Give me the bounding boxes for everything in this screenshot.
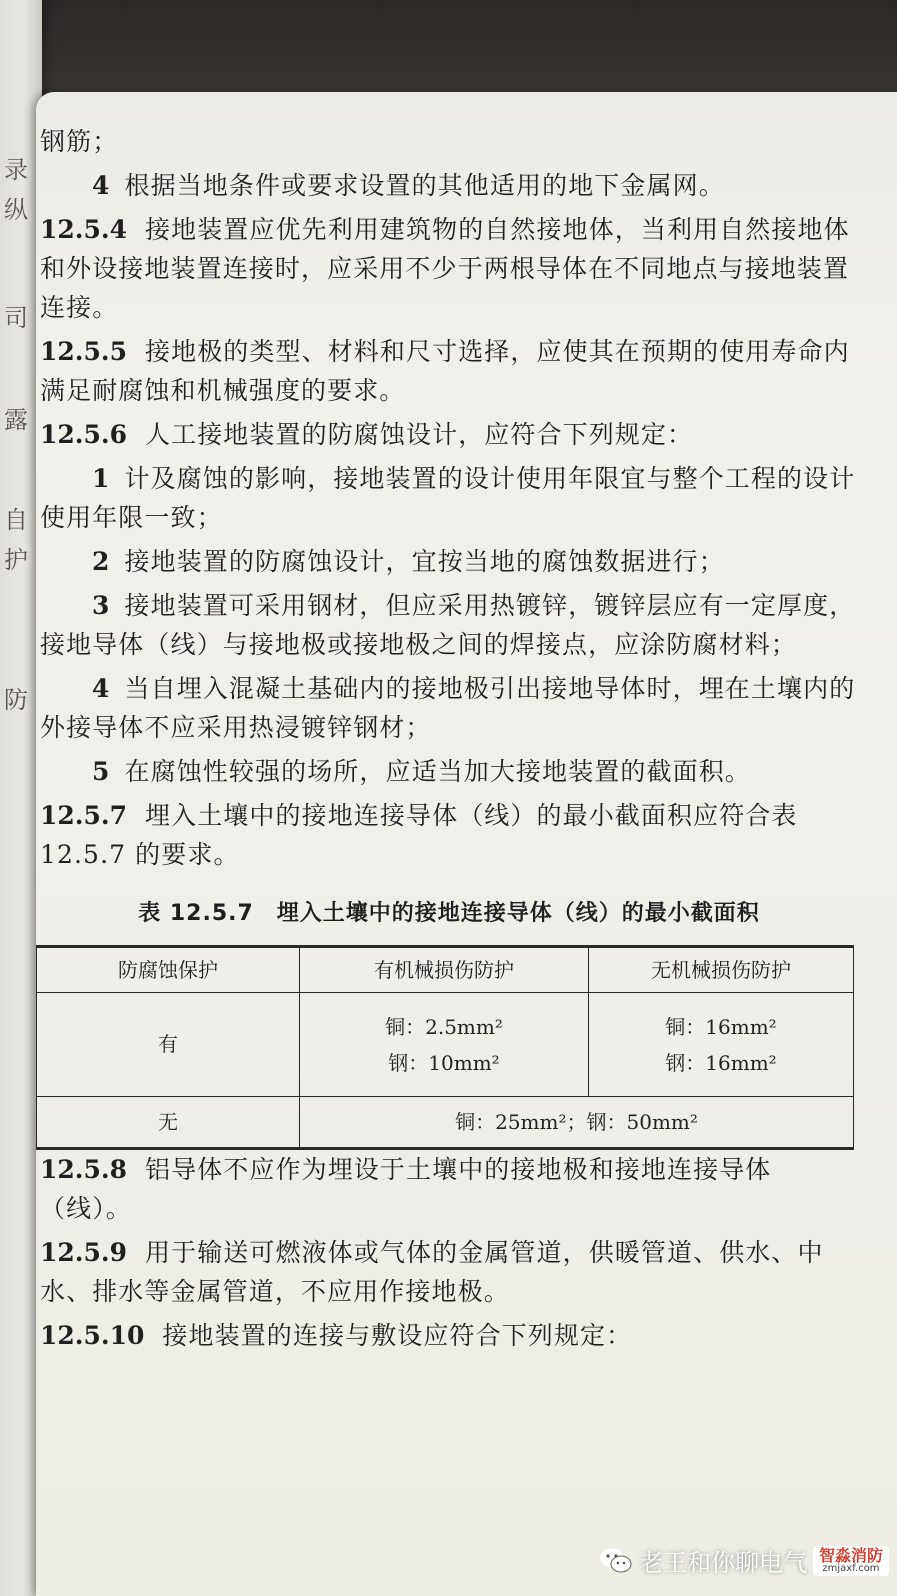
item-number: 3 [92, 591, 111, 620]
left-page-glyph: 自 [4, 506, 28, 534]
clause-text: 接地装置的连接与敷设应符合下列规定： [162, 1321, 633, 1350]
table-cell-protection: 有 [37, 993, 300, 1097]
clause-12-5-6 [40, 415, 860, 454]
clause-text: 埋入土壤中的接地连接导体（线）的最小截面积应符合表 12.5.7 的要求。 [40, 801, 798, 869]
item-number: 1 [92, 464, 111, 493]
clause-number: 12.5.4 [40, 215, 127, 244]
clause-number: 12.5.5 [40, 337, 127, 366]
paragraph-continuation: 钢筋； [40, 127, 119, 156]
brand-logo-top: 智淼消防 [818, 1545, 883, 1565]
document-body [40, 122, 860, 1360]
left-page-glyph: 露 [4, 406, 28, 434]
table-cell-mech [300, 993, 589, 1097]
wechat-icon [599, 1547, 633, 1575]
table-cell-merged: 铜：25mm²；钢：50mm² [300, 1097, 854, 1149]
clause-12-5-5 [40, 332, 860, 410]
item-text: 根据当地条件或要求设置的其他适用的地下金属网。 [124, 171, 725, 200]
left-page-glyph: 防 [4, 686, 28, 714]
table-cell-value: 钢：10mm² [388, 1050, 500, 1075]
list-item [40, 586, 860, 664]
item-text: 接地装置的防腐蚀设计，宜按当地的腐蚀数据进行； [124, 547, 725, 576]
clause-number: 12.5.10 [40, 1321, 145, 1350]
clause-text: 接地极的类型、材料和尺寸选择，应使其在预期的使用寿命内满足耐腐蚀和机械强度的要求。 [40, 337, 850, 405]
table-header-row [37, 947, 854, 993]
watermark-text: 老王和你聊电气 [638, 1549, 807, 1577]
table-title: 表 12.5.7 埋入土壤中的接地连接导体（线）的最小截面积 [138, 901, 760, 926]
left-page-glyph: 司 [4, 304, 28, 332]
left-page-glyph: 录 [4, 156, 28, 184]
clause-12-5-7 [40, 796, 860, 874]
table-cell-value: 铜：16mm² [665, 1014, 777, 1039]
item-text: 计及腐蚀的影响，接地装置的设计使用年限宜与整个工程的设计使用年限一致； [40, 464, 856, 532]
clause-12-5-8 [40, 1150, 860, 1228]
item-text: 当自埋入混凝土基础内的接地极引出接地导体时，埋在土壤内的外接导体不应采用热浸镀锌钢材； [40, 674, 856, 742]
clause-12-5-4 [40, 210, 860, 327]
list-item [40, 166, 860, 205]
left-page-glyph: 护 [4, 546, 28, 574]
list-item [40, 669, 860, 747]
brand-logo [813, 1546, 889, 1576]
list-item [40, 752, 860, 791]
clause-12-5-9 [40, 1233, 860, 1311]
clause-number: 12.5.7 [40, 801, 127, 830]
table-header-cell: 防腐蚀保护 [37, 947, 300, 993]
clause-number: 12.5.9 [40, 1238, 127, 1267]
clause-text: 人工接地装置的防腐蚀设计，应符合下列规定： [145, 420, 694, 449]
item-text: 在腐蚀性较强的场所，应适当加大接地装置的截面积。 [124, 757, 751, 786]
watermark [599, 1543, 889, 1578]
table-header-cell: 无机械损伤防护 [589, 947, 854, 993]
table-row [37, 993, 854, 1097]
clause-text: 接地装置应优先利用建筑物的自然接地体，当利用自然接地体和外设接地装置连接时，应采用不少于两根导体在不同地点与接地装置连接。 [40, 215, 850, 322]
item-number: 4 [92, 674, 111, 703]
left-page-glyph: 纵 [4, 196, 28, 224]
clause-12-5-10 [40, 1316, 860, 1355]
item-number: 4 [92, 171, 111, 200]
clause-number: 12.5.6 [40, 420, 127, 449]
table-header-cell: 有机械损伤防护 [300, 947, 589, 993]
table-cell-nomech [589, 993, 854, 1097]
clause-text: 用于输送可燃液体或气体的金属管道，供暖管道、供水、中水、排水等金属管道，不应用作接地极。 [40, 1238, 824, 1306]
list-item [40, 459, 860, 537]
brand-logo-bottom: zmjaxf.com [822, 1562, 880, 1574]
item-number: 5 [92, 757, 111, 786]
table-cell-value: 钢：16mm² [665, 1050, 777, 1075]
list-item [40, 542, 860, 581]
clause-number: 12.5.8 [40, 1155, 127, 1184]
item-number: 2 [92, 547, 111, 576]
table-cell-value: 铜：2.5mm² [385, 1014, 503, 1039]
table-cell-protection: 无 [37, 1097, 300, 1149]
table-row [37, 1097, 854, 1149]
cross-section-table [36, 945, 854, 1150]
item-text: 接地装置可采用钢材，但应采用热镀锌，镀锌层应有一定厚度，接地导体（线）与接地极或接地极之间的焊接点，应涂防腐材料； [40, 591, 856, 659]
clause-text: 铝导体不应作为埋设于土壤中的接地极和接地连接导体（线）。 [40, 1155, 772, 1223]
